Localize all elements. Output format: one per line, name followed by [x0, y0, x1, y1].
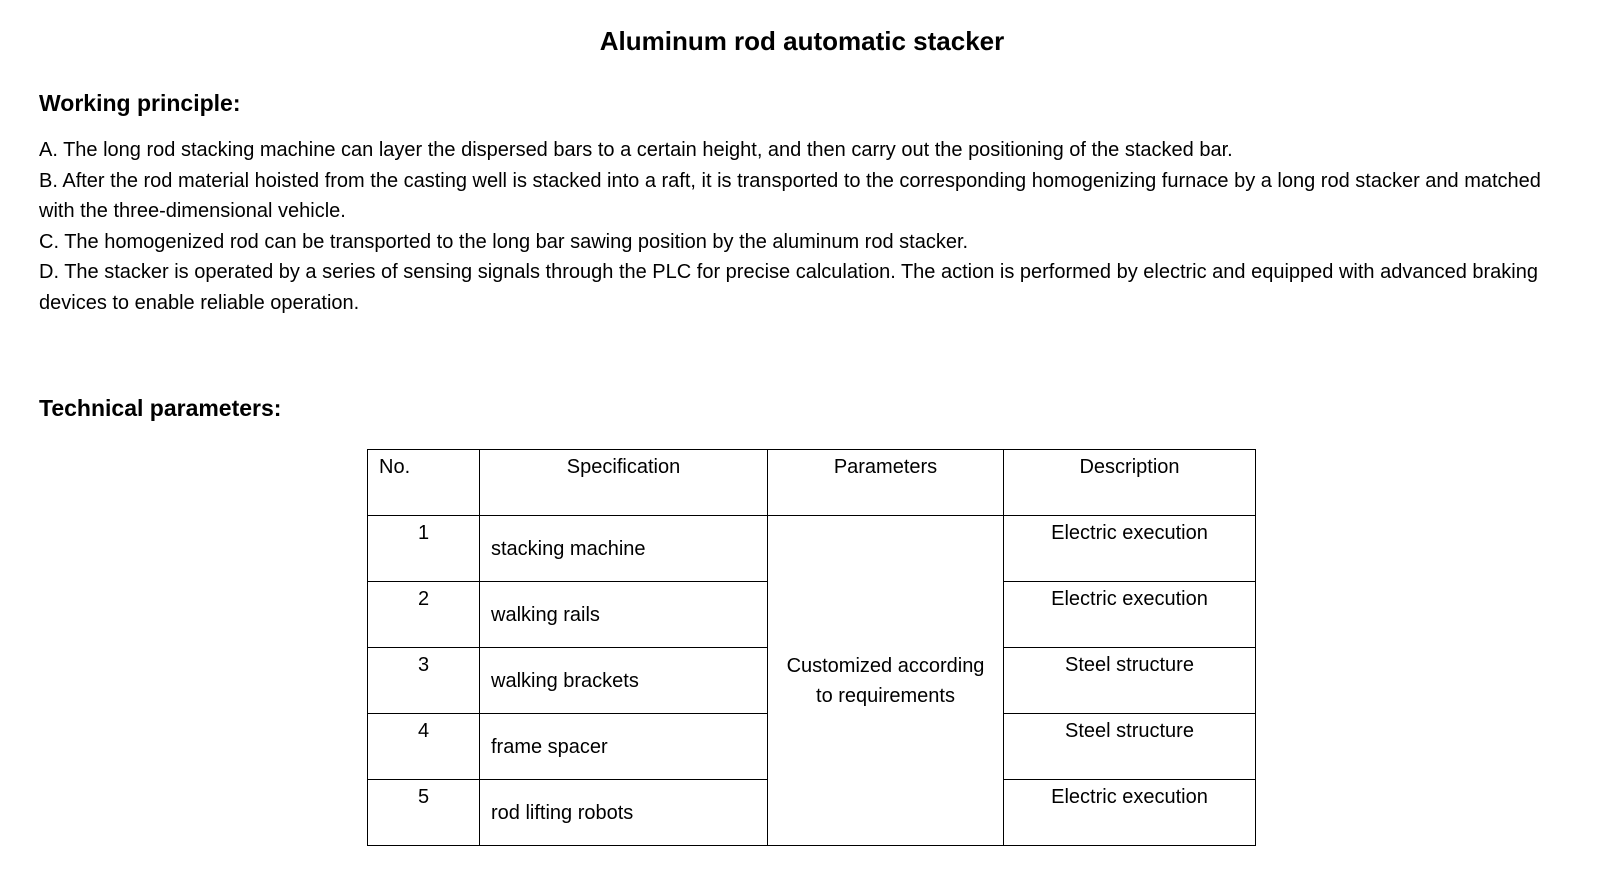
header-description: Description: [1004, 450, 1256, 516]
row-specification: walking rails: [480, 582, 768, 648]
table-header-row: [368, 450, 1256, 516]
principle-paragraph-a: A. The long rod stacking machine can layer the dispersed bars to a certain height, and then carry out the positioning of the stacked bar.: [39, 139, 1233, 161]
row-number: 2: [368, 582, 480, 648]
document-title: Aluminum rod automatic stacker: [599, 26, 1005, 56]
row-specification: stacking machine: [480, 516, 768, 582]
row-number: 3: [368, 648, 480, 714]
row-number: 4: [368, 714, 480, 780]
principle-paragraph-d: D. The stacker is operated by a series of sensing signals through the PLC for precise calculation. The action is performed by electric and equipped with advanced braking devices to enable reliable operation.: [39, 261, 1538, 314]
row-specification: rod lifting robots: [480, 780, 768, 846]
row-number: 5: [368, 780, 480, 846]
shared-parameters-cell: Customized according to requirements: [768, 516, 1004, 846]
row-description: Electric execution: [1004, 582, 1256, 648]
row-description: Electric execution: [1004, 780, 1256, 846]
technical-parameters-heading: Technical parameters:: [39, 395, 282, 421]
working-principle-heading: Working principle:: [39, 90, 241, 116]
row-description: Steel structure: [1004, 648, 1256, 714]
row-specification: walking brackets: [480, 648, 768, 714]
header-no: No.: [368, 450, 480, 516]
header-specification: Specification: [480, 450, 768, 516]
table-row: [368, 516, 1256, 582]
row-number: 1: [368, 516, 480, 582]
row-description: Electric execution: [1004, 516, 1256, 582]
principle-paragraph-b: B. After the rod material hoisted from the casting well is stacked into a raft, it is transported to the corresponding homogenizing furnace by a long rod stacker and matched with the three-dimensional vehicle.: [39, 169, 1541, 222]
working-principle-body: [39, 135, 1579, 318]
principle-paragraph-c: C. The homogenized rod can be transported to the long bar sawing position by the aluminum rod stacker.: [39, 230, 969, 253]
row-description: Steel structure: [1004, 714, 1256, 780]
header-parameters: Parameters: [768, 450, 1004, 516]
row-specification: frame spacer: [480, 714, 768, 780]
technical-parameters-table: [367, 449, 1256, 846]
